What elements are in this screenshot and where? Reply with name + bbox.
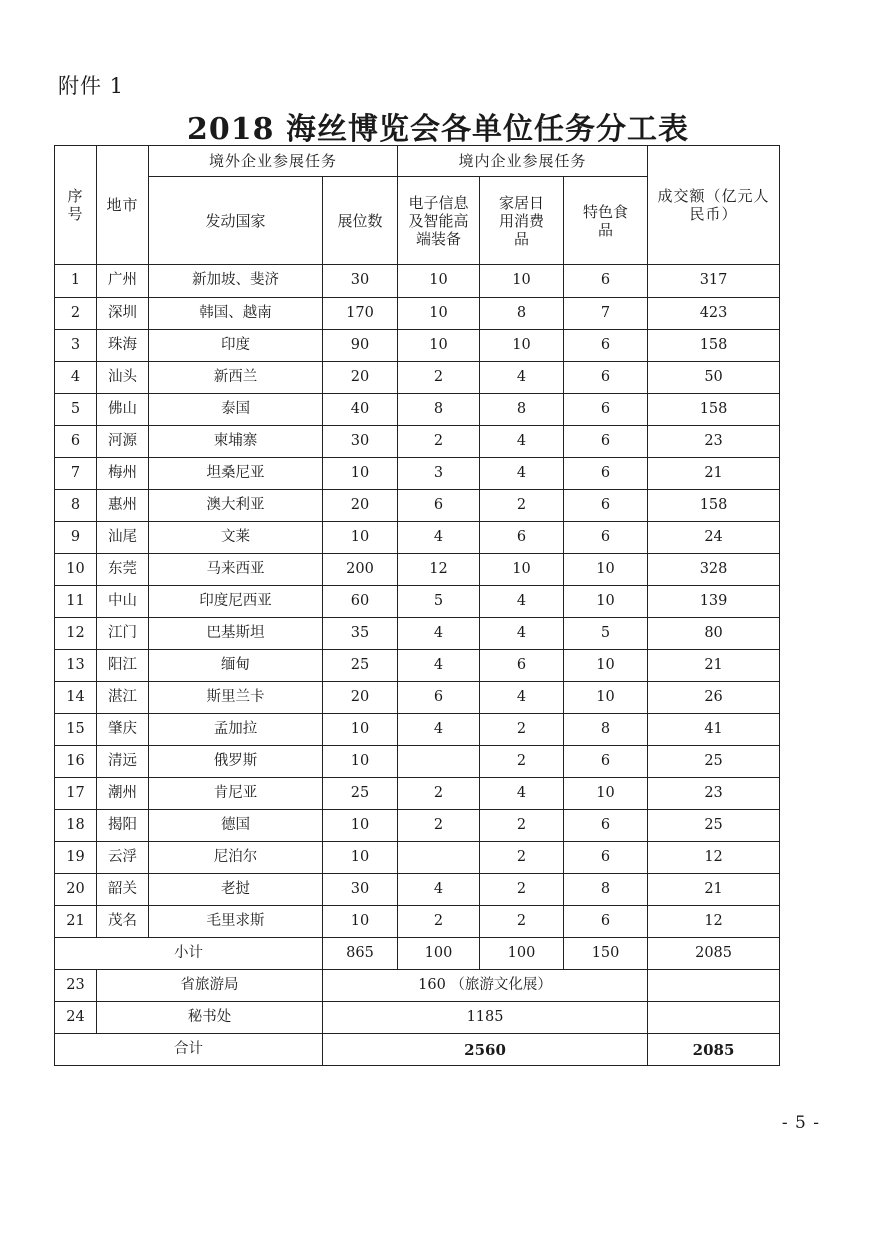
row-turnover: 423: [648, 298, 780, 330]
row-number: 2: [55, 298, 97, 330]
extra-value: 1185: [323, 1002, 648, 1034]
row-electronics: 2: [398, 426, 480, 458]
row-home: 2: [480, 714, 564, 746]
row-booths: 20: [323, 682, 398, 714]
row-electronics: 10: [398, 298, 480, 330]
row-city: 阳江: [97, 650, 149, 682]
row-booths: 10: [323, 746, 398, 778]
row-home: 10: [480, 265, 564, 298]
row-electronics: 4: [398, 714, 480, 746]
row-country: 孟加拉: [149, 714, 323, 746]
row-electronics: 10: [398, 265, 480, 298]
row-city: 中山: [97, 586, 149, 618]
row-turnover: 50: [648, 362, 780, 394]
row-number: 14: [55, 682, 97, 714]
row-electronics: 12: [398, 554, 480, 586]
header-booths: 展位数: [323, 177, 398, 265]
subtotal-home: 100: [480, 938, 564, 970]
row-number: 21: [55, 906, 97, 938]
row-food: 6: [564, 458, 648, 490]
row-booths: 25: [323, 778, 398, 810]
row-home: 6: [480, 650, 564, 682]
row-food: 6: [564, 394, 648, 426]
row-electronics: 6: [398, 682, 480, 714]
extra-row: [55, 1002, 780, 1034]
table-row: [55, 746, 780, 778]
row-country: 尼泊尔: [149, 842, 323, 874]
row-country: 坦桑尼亚: [149, 458, 323, 490]
row-city: 梅州: [97, 458, 149, 490]
row-home: 8: [480, 298, 564, 330]
row-number: 11: [55, 586, 97, 618]
table-row: [55, 490, 780, 522]
table-row: [55, 682, 780, 714]
row-food: 10: [564, 650, 648, 682]
row-booths: 30: [323, 265, 398, 298]
row-number: 20: [55, 874, 97, 906]
row-turnover: 158: [648, 490, 780, 522]
table-row: [55, 522, 780, 554]
row-food: 5: [564, 618, 648, 650]
row-home: 10: [480, 554, 564, 586]
row-country: 新加坡、斐济: [149, 265, 323, 298]
row-city: 揭阳: [97, 810, 149, 842]
row-city: 佛山: [97, 394, 149, 426]
row-food: 6: [564, 490, 648, 522]
row-city: 深圳: [97, 298, 149, 330]
header-domestic-group: 境内企业参展任务: [398, 146, 648, 177]
row-number: 19: [55, 842, 97, 874]
row-turnover: 21: [648, 874, 780, 906]
row-number: 6: [55, 426, 97, 458]
row-electronics: 2: [398, 362, 480, 394]
header-food: 特色食 品: [564, 177, 648, 265]
row-food: 10: [564, 554, 648, 586]
header-home: 家居日 用消费 品: [480, 177, 564, 265]
table-row: [55, 554, 780, 586]
subtotal-turnover: 2085: [648, 938, 780, 970]
row-turnover: 21: [648, 458, 780, 490]
total-label: 合计: [55, 1034, 323, 1066]
table-row: [55, 265, 780, 298]
row-electronics: 8: [398, 394, 480, 426]
row-food: 6: [564, 810, 648, 842]
header-electronics: 电子信息 及智能高 端装备: [398, 177, 480, 265]
row-city: 惠州: [97, 490, 149, 522]
row-number: 1: [55, 265, 97, 298]
row-food: 6: [564, 426, 648, 458]
row-city: 汕尾: [97, 522, 149, 554]
row-turnover: 317: [648, 265, 780, 298]
row-booths: 10: [323, 810, 398, 842]
row-booths: 60: [323, 586, 398, 618]
row-turnover: 80: [648, 618, 780, 650]
row-home: 4: [480, 618, 564, 650]
extra-name: 秘书处: [97, 1002, 323, 1034]
row-country: 泰国: [149, 394, 323, 426]
row-booths: 10: [323, 714, 398, 746]
subtotal-label: 小计: [55, 938, 323, 970]
row-city: 汕头: [97, 362, 149, 394]
row-electronics: 5: [398, 586, 480, 618]
row-booths: 40: [323, 394, 398, 426]
row-home: 8: [480, 394, 564, 426]
row-booths: 10: [323, 842, 398, 874]
subtotal-electronics: 100: [398, 938, 480, 970]
row-home: 6: [480, 522, 564, 554]
extra-turnover: [648, 970, 780, 1002]
row-number: 8: [55, 490, 97, 522]
row-turnover: 21: [648, 650, 780, 682]
row-city: 东莞: [97, 554, 149, 586]
row-city: 珠海: [97, 330, 149, 362]
total-row: [55, 1034, 780, 1066]
row-electronics: 4: [398, 874, 480, 906]
table-row: [55, 842, 780, 874]
row-food: 6: [564, 522, 648, 554]
row-booths: 20: [323, 362, 398, 394]
row-country: 印度: [149, 330, 323, 362]
row-food: 10: [564, 778, 648, 810]
row-home: 2: [480, 874, 564, 906]
row-booths: 170: [323, 298, 398, 330]
row-turnover: 41: [648, 714, 780, 746]
table-row: [55, 906, 780, 938]
page-title: 2018 海丝博览会各单位任务分工表: [187, 112, 689, 147]
row-electronics: 2: [398, 810, 480, 842]
row-food: 8: [564, 874, 648, 906]
row-home: 2: [480, 906, 564, 938]
row-country: 马来西亚: [149, 554, 323, 586]
row-food: 6: [564, 330, 648, 362]
table-row: [55, 714, 780, 746]
table-row: [55, 362, 780, 394]
row-country: 老挝: [149, 874, 323, 906]
row-city: 广州: [97, 265, 149, 298]
extra-value: 160 （旅游文化展）: [323, 970, 648, 1002]
row-booths: 10: [323, 458, 398, 490]
row-home: 2: [480, 842, 564, 874]
row-electronics: 3: [398, 458, 480, 490]
table-row: [55, 650, 780, 682]
row-city: 湛江: [97, 682, 149, 714]
row-number: 16: [55, 746, 97, 778]
row-electronics: 4: [398, 650, 480, 682]
row-city: 河源: [97, 426, 149, 458]
row-country: 文莱: [149, 522, 323, 554]
row-booths: 90: [323, 330, 398, 362]
row-home: 4: [480, 458, 564, 490]
extra-number: 23: [55, 970, 97, 1002]
table-row: [55, 618, 780, 650]
table-row: [55, 458, 780, 490]
row-electronics: [398, 746, 480, 778]
row-turnover: 26: [648, 682, 780, 714]
table-row: [55, 298, 780, 330]
row-food: 6: [564, 906, 648, 938]
subtotal-food: 150: [564, 938, 648, 970]
row-electronics: 6: [398, 490, 480, 522]
row-country: 澳大利亚: [149, 490, 323, 522]
row-electronics: 10: [398, 330, 480, 362]
row-electronics: 2: [398, 906, 480, 938]
row-home: 4: [480, 586, 564, 618]
row-country: 韩国、越南: [149, 298, 323, 330]
extra-name: 省旅游局: [97, 970, 323, 1002]
row-food: 6: [564, 842, 648, 874]
header-city: 地市: [97, 146, 149, 265]
row-booths: 200: [323, 554, 398, 586]
row-turnover: 12: [648, 906, 780, 938]
row-country: 毛里求斯: [149, 906, 323, 938]
row-country: 印度尼西亚: [149, 586, 323, 618]
row-home: 10: [480, 330, 564, 362]
row-home: 2: [480, 810, 564, 842]
row-booths: 10: [323, 522, 398, 554]
row-booths: 20: [323, 490, 398, 522]
header-seq: 序 号: [55, 146, 97, 265]
row-city: 肇庆: [97, 714, 149, 746]
row-electronics: 4: [398, 618, 480, 650]
row-country: 德国: [149, 810, 323, 842]
row-home: 2: [480, 490, 564, 522]
row-city: 江门: [97, 618, 149, 650]
row-booths: 30: [323, 874, 398, 906]
row-home: 4: [480, 362, 564, 394]
table-row: [55, 586, 780, 618]
header-country: 发动国家: [149, 177, 323, 265]
row-number: 17: [55, 778, 97, 810]
row-turnover: 158: [648, 394, 780, 426]
row-number: 4: [55, 362, 97, 394]
row-food: 6: [564, 746, 648, 778]
row-food: 6: [564, 362, 648, 394]
row-turnover: 23: [648, 426, 780, 458]
row-number: 3: [55, 330, 97, 362]
row-country: 肯尼亚: [149, 778, 323, 810]
row-booths: 10: [323, 906, 398, 938]
row-home: 2: [480, 746, 564, 778]
row-number: 18: [55, 810, 97, 842]
row-home: 4: [480, 778, 564, 810]
row-city: 茂名: [97, 906, 149, 938]
row-food: 10: [564, 586, 648, 618]
row-turnover: 23: [648, 778, 780, 810]
row-food: 6: [564, 265, 648, 298]
row-electronics: [398, 842, 480, 874]
row-country: 新西兰: [149, 362, 323, 394]
table-row: [55, 330, 780, 362]
header-foreign-group: 境外企业参展任务: [149, 146, 398, 177]
row-home: 4: [480, 682, 564, 714]
row-electronics: 2: [398, 778, 480, 810]
row-turnover: 25: [648, 810, 780, 842]
extra-number: 24: [55, 1002, 97, 1034]
row-city: 云浮: [97, 842, 149, 874]
row-turnover: 139: [648, 586, 780, 618]
row-number: 10: [55, 554, 97, 586]
row-number: 15: [55, 714, 97, 746]
subtotal-row: [55, 938, 780, 970]
row-number: 12: [55, 618, 97, 650]
table-row: [55, 810, 780, 842]
row-booths: 25: [323, 650, 398, 682]
row-country: 斯里兰卡: [149, 682, 323, 714]
table-row: [55, 426, 780, 458]
row-number: 5: [55, 394, 97, 426]
attachment-label: 附件 1: [58, 74, 125, 98]
row-turnover: 158: [648, 330, 780, 362]
table-row: [55, 874, 780, 906]
row-country: 柬埔寨: [149, 426, 323, 458]
row-turnover: 12: [648, 842, 780, 874]
row-food: 10: [564, 682, 648, 714]
subtotal-booths: 865: [323, 938, 398, 970]
extra-turnover: [648, 1002, 780, 1034]
row-number: 13: [55, 650, 97, 682]
extra-row: [55, 970, 780, 1002]
row-number: 7: [55, 458, 97, 490]
row-food: 7: [564, 298, 648, 330]
row-city: 清远: [97, 746, 149, 778]
row-booths: 30: [323, 426, 398, 458]
task-table: [54, 145, 780, 1066]
total-booths: 2560: [323, 1034, 648, 1066]
page-number: - 5 -: [781, 1113, 820, 1133]
row-food: 8: [564, 714, 648, 746]
row-turnover: 25: [648, 746, 780, 778]
row-home: 4: [480, 426, 564, 458]
row-city: 韶关: [97, 874, 149, 906]
row-electronics: 4: [398, 522, 480, 554]
table-row: [55, 394, 780, 426]
row-city: 潮州: [97, 778, 149, 810]
row-country: 缅甸: [149, 650, 323, 682]
total-turnover: 2085: [648, 1034, 780, 1066]
row-country: 巴基斯坦: [149, 618, 323, 650]
row-turnover: 328: [648, 554, 780, 586]
row-turnover: 24: [648, 522, 780, 554]
table-row: [55, 778, 780, 810]
row-number: 9: [55, 522, 97, 554]
header-turnover: 成交额（亿元人 民币）: [648, 146, 780, 265]
row-booths: 35: [323, 618, 398, 650]
row-country: 俄罗斯: [149, 746, 323, 778]
